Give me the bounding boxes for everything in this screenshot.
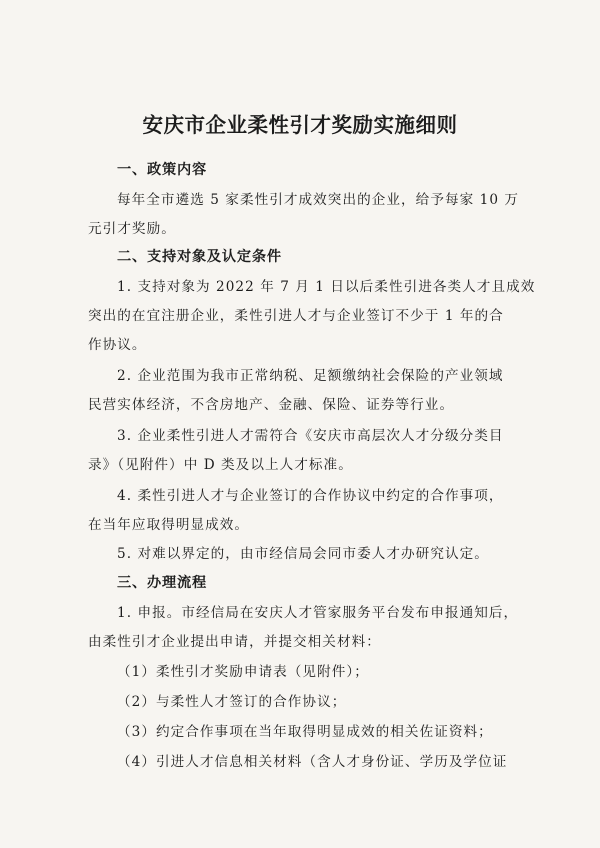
section-heading-eligibility: 二、支持对象及认定条件 (117, 249, 282, 265)
paragraph-line: 由柔性引才企业提出申请，并提交相关材料： (88, 634, 381, 650)
paragraph-line: 突出的在宜注册企业，柔性引进人才与企业签订不少于 1 年的合 (88, 308, 504, 324)
paragraph-line: 在当年应取得明显成效。 (88, 517, 250, 533)
paragraph-line: 2. 企业范围为我市正常纳税、足额缴纳社会保险的产业领域 (117, 368, 504, 384)
list-item: （4）引进人才信息相关材料（含人才身份证、学历及学位证 (117, 754, 508, 770)
list-item: （2）与柔性人才签订的合作协议； (117, 694, 347, 710)
document-title: 安庆市企业柔性引才奖励实施细则 (142, 113, 458, 137)
paragraph-line: 每年全市遴选 5 家柔性引才成效突出的企业，给予每家 10 万 (117, 192, 520, 208)
section-heading-policy: 一、政策内容 (117, 162, 207, 178)
paragraph-line: 1. 支持对象为 2022 年 7 月 1 日以后柔性引进各类人才且成效 (117, 279, 536, 295)
paragraph-line: 元引才奖励。 (88, 221, 176, 237)
paragraph-line: 作协议。 (88, 337, 147, 353)
paragraph-line: 4. 柔性引进人才与企业签订的合作协议中约定的合作事项， (117, 488, 504, 504)
paragraph-line: 3. 企业柔性引进人才需符合《安庆市高层次人才分级分类目 (117, 428, 504, 444)
paragraph-line: 民营实体经济，不含房地产、金融、保险、证券等行业。 (88, 397, 455, 413)
paragraph-line: 1. 申报。市经信局在安庆人才管家服务平台发布申报通知后， (117, 605, 519, 621)
list-item: （1）柔性引才奖励申请表（见附件）； (117, 664, 369, 680)
list-item: （3）约定合作事项在当年取得明显成效的相关佐证资料； (117, 724, 493, 740)
paragraph-line: 录》（见附件）中 D 类及以上人才标准。 (88, 457, 353, 473)
section-heading-process: 三、办理流程 (117, 575, 207, 591)
paragraph-line: 5. 对难以界定的，由市经信局会同市委人才办研究认定。 (117, 546, 489, 562)
